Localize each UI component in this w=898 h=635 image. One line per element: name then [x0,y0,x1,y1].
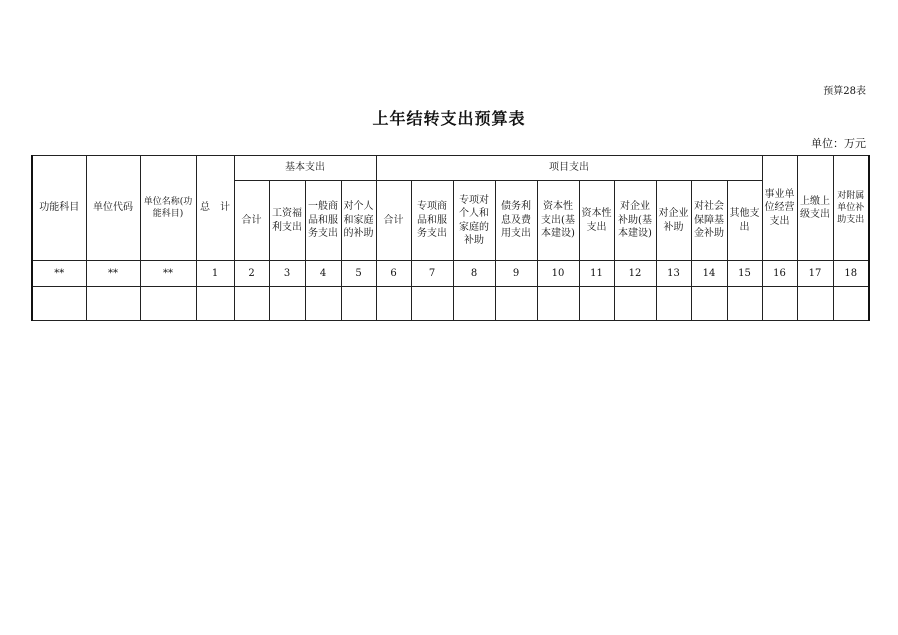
number-cell: 17 [797,261,833,287]
header-project-col: 专项商品和服务支出 [411,181,453,261]
empty-cell [579,287,614,321]
page-title: 上年结转支出预算表 [372,109,526,128]
empty-cell [411,287,453,321]
header-basic-expenditure: 基本支出 [234,156,376,181]
empty-cell [341,287,376,321]
header-basic-col: 工资福利支出 [269,181,305,261]
number-cell: ** [140,261,196,287]
empty-cell [727,287,762,321]
header-project-expenditure: 项目支出 [376,156,762,181]
number-cell: 13 [656,261,691,287]
number-cell: 15 [727,261,762,287]
number-cell: ** [32,261,86,287]
header-total: 总 计 [196,156,234,261]
header-project-col: 资本性支出 [579,181,614,261]
header-project-col: 专项对个人和家庭的补助 [453,181,495,261]
number-cell: 12 [614,261,656,287]
header-tail-col: 对附属单位补助支出 [833,156,869,261]
header-row-groups [32,156,869,181]
header-tail-col: 事业单位经营支出 [762,156,797,261]
empty-cell [762,287,797,321]
unit-label: 单位：万元 [811,137,866,150]
number-cell: 3 [269,261,305,287]
number-cell: 10 [537,261,579,287]
header-unit-code: 单位代码 [86,156,140,261]
empty-cell [140,287,196,321]
empty-cell [269,287,305,321]
header-project-col: 合计 [376,181,411,261]
number-cell: ** [86,261,140,287]
header-func-subject: 功能科目 [32,156,86,261]
header-project-col: 对企业补助(基本建设) [614,181,656,261]
number-cell: 9 [495,261,537,287]
header-project-col: 资本性支出(基本建设) [537,181,579,261]
empty-cell [537,287,579,321]
number-cell: 8 [453,261,495,287]
header-project-col: 其他支出 [727,181,762,261]
header-project-col: 对社会保障基金补助 [691,181,727,261]
budget-table [31,155,870,321]
empty-cell [305,287,341,321]
empty-cell [32,287,86,321]
number-cell: 18 [833,261,869,287]
header-basic-col: 对个人和家庭的补助 [341,181,376,261]
number-cell: 2 [234,261,269,287]
number-cell: 4 [305,261,341,287]
empty-cell [234,287,269,321]
empty-cell [614,287,656,321]
number-cell: 11 [579,261,614,287]
empty-cell [376,287,411,321]
header-project-col: 对企业补助 [656,181,691,261]
number-row [32,261,869,287]
header-basic-col: 合计 [234,181,269,261]
header-unit-name: 单位名称(功能科目) [140,156,196,261]
empty-cell [797,287,833,321]
empty-cell [453,287,495,321]
empty-cell [196,287,234,321]
number-cell: 5 [341,261,376,287]
header-project-col: 债务利息及费用支出 [495,181,537,261]
empty-cell [495,287,537,321]
number-cell: 7 [411,261,453,287]
empty-cell [691,287,727,321]
empty-cell [656,287,691,321]
header-basic-col: 一般商品和服务支出 [305,181,341,261]
number-cell: 16 [762,261,797,287]
form-number: 预算28表 [823,86,866,97]
number-cell: 14 [691,261,727,287]
empty-cell [86,287,140,321]
header-tail-col: 上缴上级支出 [797,156,833,261]
number-cell: 1 [196,261,234,287]
number-cell: 6 [376,261,411,287]
empty-cell [833,287,869,321]
data-row-empty [32,287,869,321]
